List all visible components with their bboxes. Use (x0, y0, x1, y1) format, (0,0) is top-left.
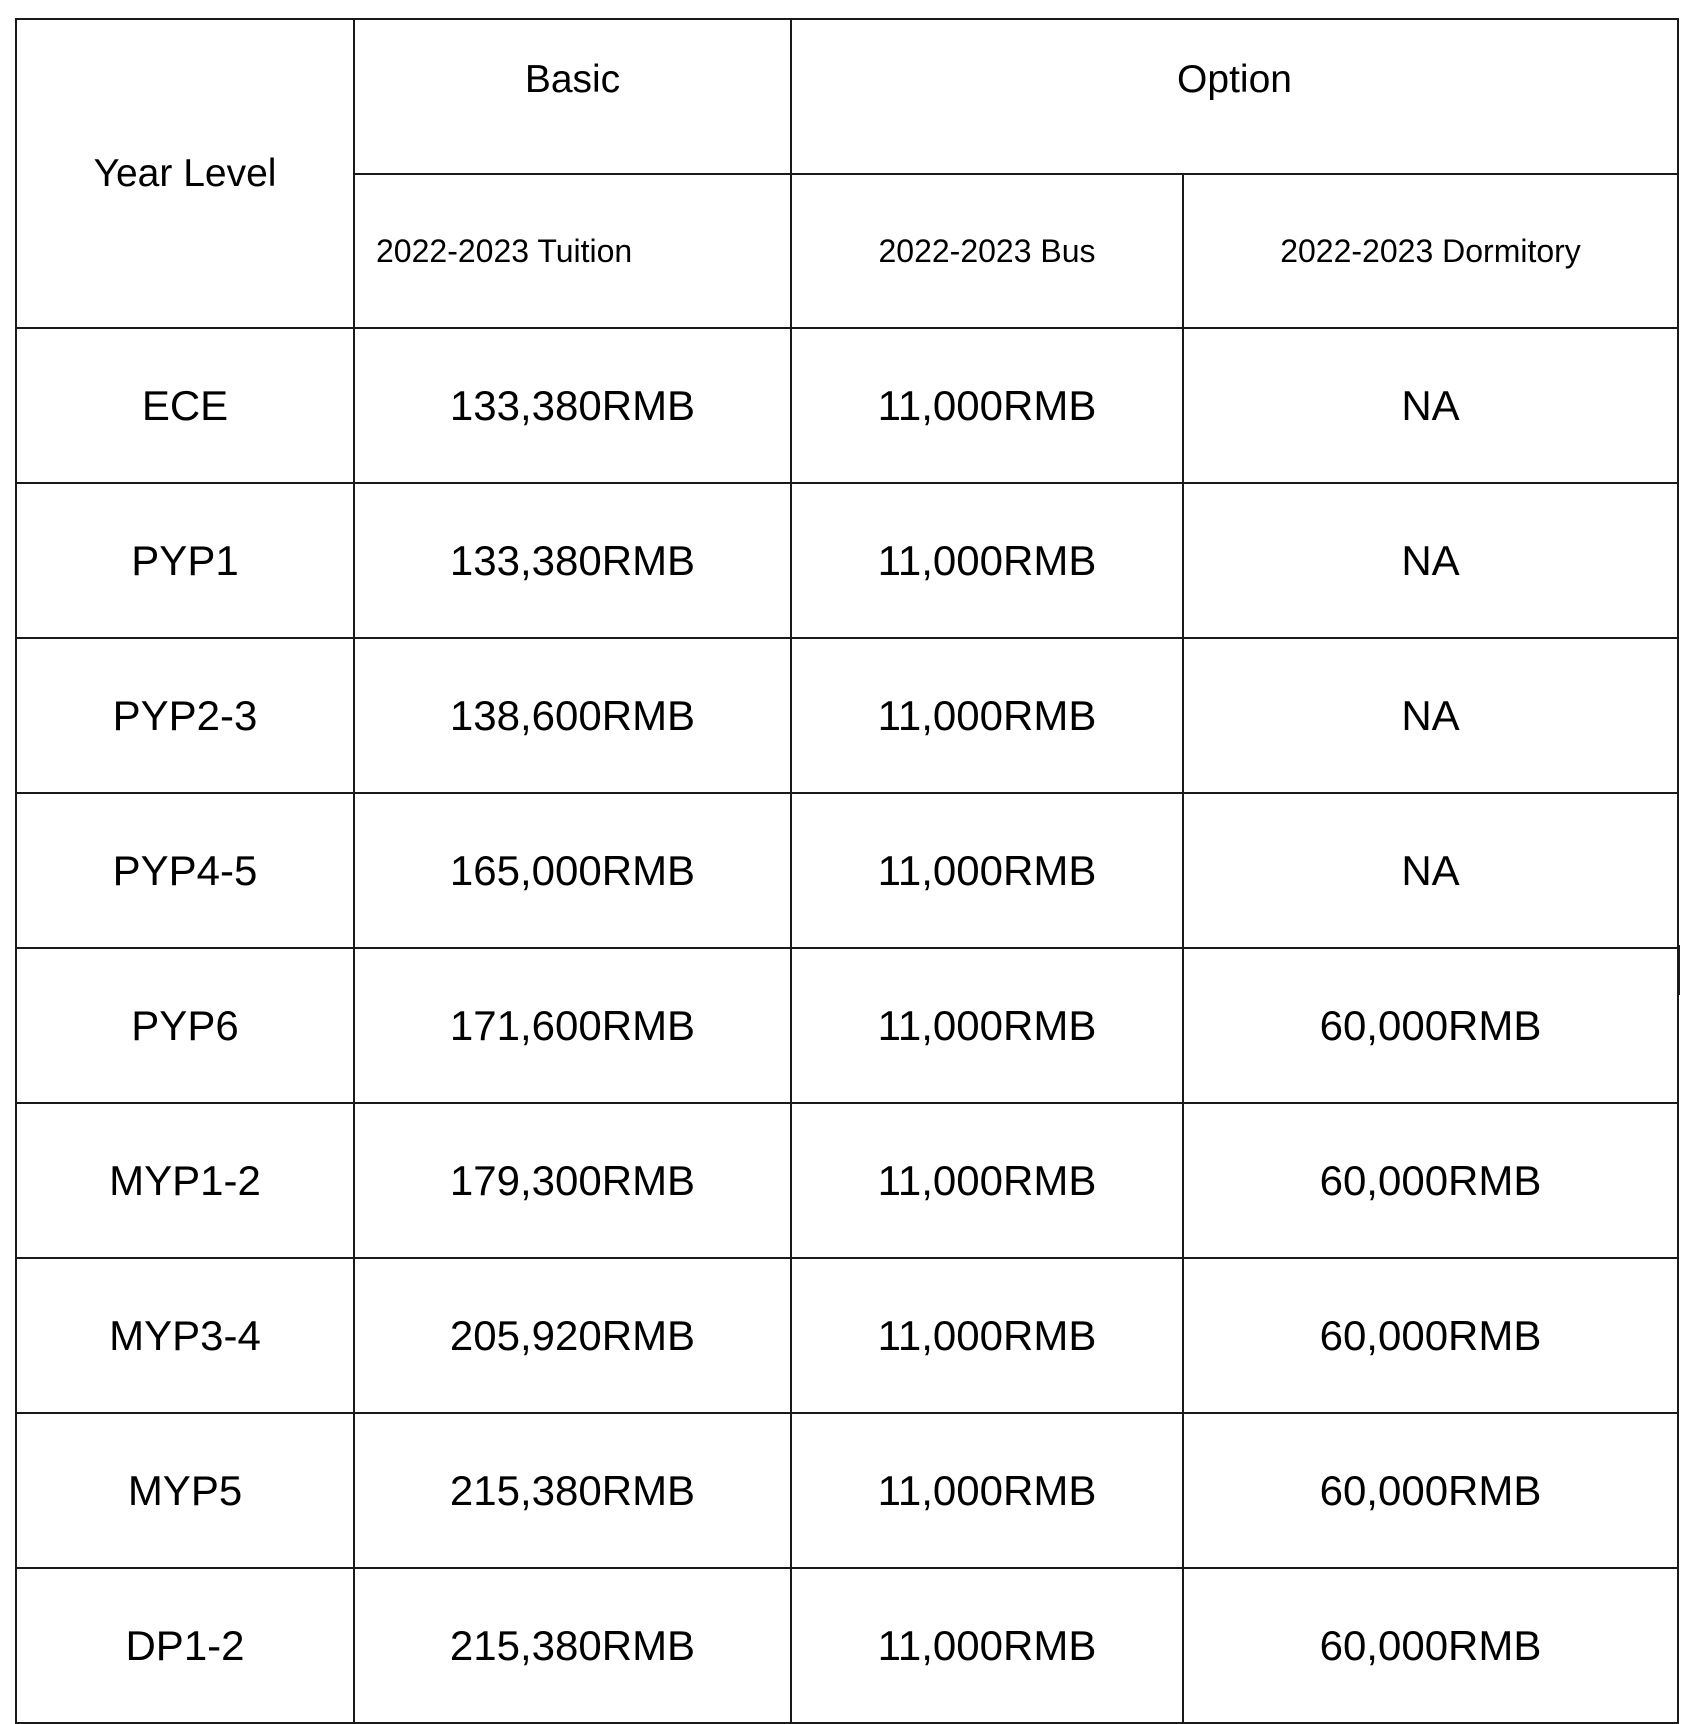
header-year-level: Year Level (16, 19, 354, 328)
cell-dormitory: NA (1183, 638, 1678, 793)
cell-bus: 11,000RMB (791, 1258, 1183, 1413)
cell-dormitory: 60,000RMB (1183, 1103, 1678, 1258)
cell-tuition: 171,600RMB (354, 948, 791, 1103)
cell-dormitory: NA (1183, 328, 1678, 483)
cell-bus: 11,000RMB (791, 793, 1183, 948)
header-bus: 2022-2023 Bus (791, 174, 1183, 328)
cell-dormitory: 60,000RMB (1183, 948, 1678, 1103)
cell-tuition: 165,000RMB (354, 793, 791, 948)
cell-year-level: MYP3-4 (16, 1258, 354, 1413)
cell-tuition: 179,300RMB (354, 1103, 791, 1258)
header-dormitory: 2022-2023 Dormitory (1183, 174, 1678, 328)
cell-year-level: PYP6 (16, 948, 354, 1103)
header-basic: Basic (354, 19, 791, 174)
edge-mark (1678, 945, 1680, 995)
cell-tuition: 138,600RMB (354, 638, 791, 793)
table-row (16, 793, 1678, 948)
cell-bus: 11,000RMB (791, 948, 1183, 1103)
cell-dormitory: 60,000RMB (1183, 1258, 1678, 1413)
cell-bus: 11,000RMB (791, 483, 1183, 638)
cell-year-level: PYP2-3 (16, 638, 354, 793)
table-row (16, 1103, 1678, 1258)
cell-tuition: 133,380RMB (354, 328, 791, 483)
cell-dormitory: NA (1183, 483, 1678, 638)
cell-bus: 11,000RMB (791, 1103, 1183, 1258)
cell-bus: 11,000RMB (791, 328, 1183, 483)
table-row (16, 638, 1678, 793)
cell-dormitory: NA (1183, 793, 1678, 948)
header-option: Option (791, 19, 1678, 174)
fee-table (15, 18, 1679, 1724)
cell-year-level: PYP1 (16, 483, 354, 638)
cell-year-level: PYP4-5 (16, 793, 354, 948)
table-row (16, 1413, 1678, 1568)
cell-dormitory: 60,000RMB (1183, 1568, 1678, 1723)
table-row (16, 1568, 1678, 1723)
cell-year-level: DP1-2 (16, 1568, 354, 1723)
cell-bus: 11,000RMB (791, 1413, 1183, 1568)
header-row-groups (16, 19, 1678, 174)
cell-year-level: MYP5 (16, 1413, 354, 1568)
cell-dormitory: 60,000RMB (1183, 1413, 1678, 1568)
header-tuition: 2022-2023 Tuition (354, 174, 791, 328)
table-row (16, 328, 1678, 483)
table-row (16, 1258, 1678, 1413)
cell-tuition: 205,920RMB (354, 1258, 791, 1413)
cell-bus: 11,000RMB (791, 638, 1183, 793)
table-row (16, 948, 1678, 1103)
table-row (16, 483, 1678, 638)
cell-tuition: 133,380RMB (354, 483, 791, 638)
cell-tuition: 215,380RMB (354, 1568, 791, 1723)
cell-year-level: MYP1-2 (16, 1103, 354, 1258)
cell-bus: 11,000RMB (791, 1568, 1183, 1723)
cell-year-level: ECE (16, 328, 354, 483)
cell-tuition: 215,380RMB (354, 1413, 791, 1568)
